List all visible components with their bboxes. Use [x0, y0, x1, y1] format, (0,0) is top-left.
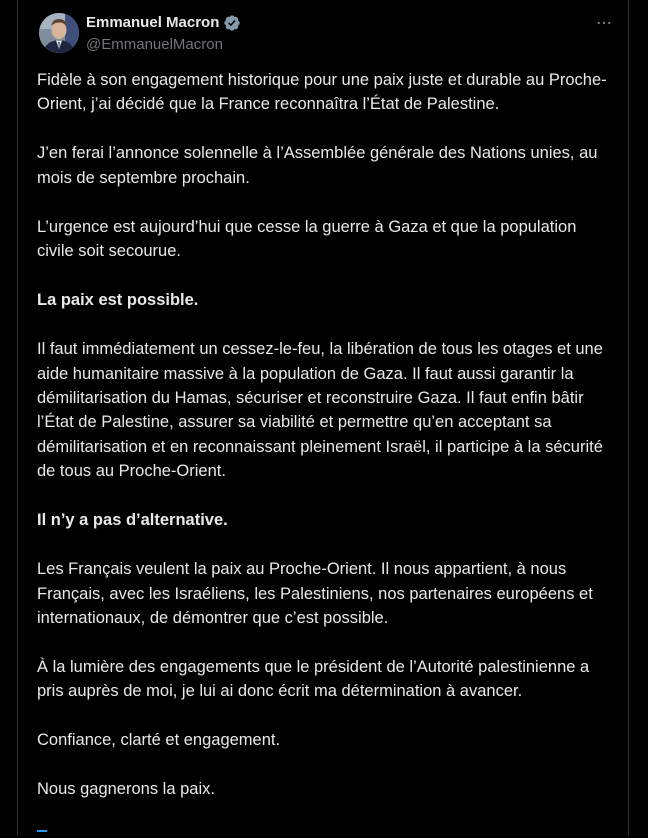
- tweet-card: [17, 0, 629, 836]
- tweet-paragraph: Les Français veulent la paix au Proche-Orient. Il nous appartient, à nous Français, avec les Israéliens, les Palestiniens, nos partenaires européens et internationaux, de démontrer que c’est possible.: [37, 560, 598, 628]
- more-options-icon[interactable]: [593, 12, 615, 34]
- tweet-paragraph: Il faut immédiatement un cessez-le-feu, la libération de tous les otages et une aide humanitaire massive à la population de Gaza. Il faut aussi garantir la démilitarisation du Hamas, sécuriser et reconstruire Gaza. Il faut enfin bâtir l’État de Palestine, assurer sa viabilité et permettre qu’en acceptant sa démilitarisation et en reconnaissant pleinement Israël, il participe à la sécurité de tous au Proche-Orient.: [37, 340, 608, 481]
- author-name-row: [86, 13, 241, 33]
- tweet-paragraph: Fidèle à son engagement historique pour une paix juste et durable au Proche-Orient, j’ai décidé que la France reconnaîtra l’État de Palestine.: [37, 71, 607, 114]
- tweet-paragraph: J’en ferai l’annonce solennelle à l’Assemblée générale des Nations unies, au mois de septembre prochain.: [37, 144, 603, 187]
- author-display-name[interactable]: Emmanuel Macron: [86, 14, 220, 31]
- tweet-paragraph: Confiance, clarté et engagement.: [37, 731, 281, 750]
- tweet-paragraph: Nous gagnerons la paix.: [37, 780, 215, 799]
- portrait-avatar-icon: [39, 13, 79, 53]
- tweet-paragraph-bold: Il n’y a pas d’alternative.: [37, 511, 228, 530]
- tweet-paragraph: À la lumière des engagements que le président de l’Autorité palestinienne a pris auprès de moi, je lui ai donc écrit ma détermination à avancer.: [37, 658, 594, 701]
- tweet-text: [37, 68, 617, 826]
- truncated-link-fragment[interactable]: [37, 830, 47, 838]
- author-avatar[interactable]: [39, 13, 79, 53]
- tweet-paragraph-bold: La paix est possible.: [37, 291, 199, 310]
- tweet-paragraph: L’urgence est aujourd’hui que cesse la guerre à Gaza et que la population civile soit secourue.: [37, 217, 581, 261]
- author-handle[interactable]: @EmmanuelMacron: [86, 36, 223, 53]
- verified-badge-icon[interactable]: [223, 14, 241, 32]
